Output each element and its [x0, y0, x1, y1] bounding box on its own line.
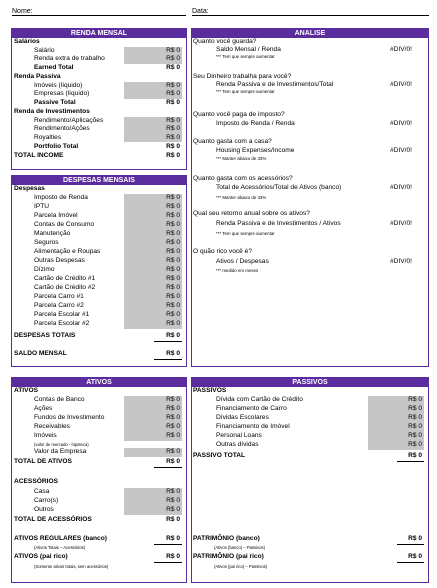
ativo-item-label: Imóveis [34, 432, 57, 439]
q6-result: #DIV/0! [390, 220, 412, 227]
q1-formula: Saldo Mensal / Renda [216, 46, 281, 53]
royalties-label: Royalties [34, 133, 62, 141]
ativos-regulares-label: ATIVOS REGULARES (banco) [14, 535, 107, 542]
q5-result: #DIV/0! [390, 184, 412, 191]
despesa-item-value[interactable]: R$ 0 [124, 248, 182, 257]
q2-result: #DIV/0! [390, 81, 412, 88]
passivo-item-label: Financiamento de Carro [216, 405, 287, 412]
renda-mensal-panel [11, 28, 187, 170]
passivo-item-value[interactable]: R$ 0 [368, 423, 424, 432]
q2-question: Seu Dinheiro trabalha para você? [193, 73, 292, 80]
ativo-item-label: Receivables [34, 423, 70, 430]
patrimonio-pai-rico-note: (Ativos (pai rico) – Passivos) [214, 564, 268, 569]
q5-formula: Total de Acessórios/Total de Ativos (banco) [216, 184, 342, 191]
despesa-item-row [12, 311, 186, 320]
name-label: Nome: [12, 8, 33, 15]
earned-total-value: R$ 0 [166, 64, 180, 71]
passivo-item-row [192, 441, 428, 450]
rend-aplicacoes-value[interactable]: R$ 0 [124, 117, 182, 126]
despesa-item-label: Manutenção [34, 230, 71, 237]
acessorio-item-row [12, 506, 186, 515]
earned-total-label: Earned Total [34, 64, 74, 71]
acessorio-item-label: Carro(s) [34, 497, 59, 504]
renda-extra-value[interactable]: R$ 0 [124, 55, 182, 64]
ativo-item-row [12, 405, 186, 414]
despesa-item-value[interactable]: R$ 0 [124, 221, 182, 230]
despesas-heading: Despesas [14, 185, 45, 192]
valor-empresa-value[interactable]: R$ 0 [124, 448, 182, 457]
total-acessorios-value: R$ 0 [166, 516, 180, 523]
despesa-item-row [12, 239, 186, 248]
despesa-item-label: IPTU [34, 203, 50, 210]
passivo-item-row [192, 423, 428, 432]
q1-question: Quanto você guarda? [193, 38, 257, 45]
salarios-heading: Salários [14, 38, 40, 45]
despesa-item-label: Outras Despesas [34, 257, 85, 264]
imoveis-value[interactable]: R$ 0 [124, 82, 182, 91]
total-ativos-value: R$ 0 [166, 458, 180, 465]
passivos-title: PASSIVOS [192, 378, 428, 387]
q7-note: *** medido em meses [216, 268, 259, 273]
despesa-item-value[interactable]: R$ 0 [124, 266, 182, 275]
q4-formula: Housing Expenses/Income [216, 147, 295, 154]
q1-note: *** Tem que sempre aumentar [216, 54, 275, 59]
despesa-item-label: Parcela Imóvel [34, 212, 78, 219]
q7-formula: Ativos / Despesas [216, 258, 269, 265]
saldo-mensal-label: SALDO MENSAL [14, 350, 67, 357]
despesa-item-value[interactable]: R$ 0 [124, 203, 182, 212]
despesa-item-row [12, 194, 186, 203]
despesas-list [12, 194, 186, 329]
q5-note: *** Manter abaixo de 33% [216, 195, 267, 200]
q3-result: #DIV/0! [390, 120, 412, 127]
ativo-item-value[interactable]: R$ 0 [124, 414, 182, 423]
acessorio-item-label: Casa [34, 488, 50, 495]
ativos-list [12, 396, 186, 441]
despesa-item-label: Parcela Escolar #2 [34, 320, 90, 327]
royalties-value[interactable]: R$ 0 [124, 134, 182, 143]
q4-question: Quanto gasta com a casa? [193, 138, 272, 145]
acessorio-item-value[interactable]: R$ 0 [124, 488, 182, 497]
passivo-item-row [192, 414, 428, 423]
q6-note: *** Tem que sempre aumentar [216, 231, 275, 236]
despesa-item-row [12, 284, 186, 293]
passive-total-value: R$ 0 [166, 99, 180, 106]
acessorio-item-label: Outros [34, 506, 54, 513]
rend-acoes-label: Rendimento/Ações [34, 125, 90, 132]
patrimonio-banco-label: PATRIMÔNIO (banco) [193, 535, 260, 542]
despesa-item-row [12, 248, 186, 257]
q5-question: Quanto gasta com os acessórios? [193, 175, 293, 182]
passivo-item-label: Financiamento de Imóvel [216, 423, 290, 430]
q6-formula: Renda Passiva e de Investimentos / Ativos [216, 220, 341, 227]
ativos-heading: ATIVOS [14, 387, 39, 394]
saldo-mensal-underline [154, 359, 182, 360]
ativo-item-label: Ações [34, 405, 53, 412]
name-line[interactable] [12, 15, 186, 16]
despesa-item-value[interactable]: R$ 0 [124, 320, 182, 329]
despesa-item-row [12, 266, 186, 275]
despesas-totais-value: R$ 0 [166, 332, 180, 339]
portfolio-total-label: Portfolio Total [34, 142, 79, 150]
despesa-item-label: Contas de Consumo [34, 221, 95, 228]
empresas-value[interactable]: R$ 0 [124, 90, 182, 99]
passivos-panel [191, 377, 429, 583]
ativo-item-row [12, 414, 186, 423]
ativo-item-value[interactable]: R$ 0 [124, 432, 182, 441]
renda-mensal-title: RENDA MENSAL [12, 29, 186, 38]
passivo-item-label: Dívidas Escolares [216, 414, 269, 421]
acessorio-item-row [12, 497, 186, 506]
saldo-mensal-value: R$ 0 [166, 350, 180, 357]
total-income-label: TOTAL INCOME [14, 151, 64, 159]
despesas-mensais-title: DESPESAS MENSAIS [12, 176, 186, 185]
q3-question: Quanto você paga de imposto? [193, 111, 285, 118]
despesa-item-row [12, 221, 186, 230]
despesa-item-row [12, 212, 186, 221]
rend-acoes-value[interactable]: R$ 0 [124, 125, 182, 134]
ativo-item-value[interactable]: R$ 0 [124, 423, 182, 432]
passivo-total-value: R$ 0 [408, 452, 422, 459]
despesa-item-label: Cartão de Crédito #1 [34, 275, 96, 282]
passivo-item-value[interactable]: R$ 0 [368, 414, 424, 423]
ativo-item-row [12, 396, 186, 405]
ativo-item-row [12, 423, 186, 432]
despesa-item-label: Parcela Escolar #1 [34, 311, 90, 318]
imoveis-label: Imóveis (líquido) [34, 81, 83, 89]
despesa-item-row [12, 203, 186, 212]
q1-result: #DIV/0! [390, 46, 412, 53]
rend-aplicacoes-label: Rendimento/Aplicações [34, 116, 104, 124]
total-ativos-underline [154, 467, 182, 468]
ativos-panel [11, 377, 187, 583]
despesas-mensais-panel [11, 175, 187, 367]
passivo-item-row [192, 432, 428, 441]
passivo-item-value[interactable]: R$ 0 [368, 396, 424, 405]
passivo-item-value[interactable]: R$ 0 [368, 405, 424, 414]
passive-total-label: Passive Total [34, 99, 76, 106]
despesa-item-row [12, 293, 186, 302]
despesa-item-label: Seguros [34, 239, 59, 246]
despesa-item-label: Parcela Carro #2 [34, 302, 84, 309]
q7-result: #DIV/0! [390, 258, 412, 265]
q3-formula: Imposto de Renda / Renda [216, 120, 295, 127]
renda-investimentos-heading: Renda de Investimentos [14, 108, 90, 115]
acessorios-list [12, 488, 186, 515]
passivo-item-label: Outras dívidas [216, 441, 259, 448]
ativos-pai-rico-value: R$ 0 [166, 553, 180, 560]
despesa-item-value[interactable]: R$ 0 [124, 311, 182, 320]
despesa-item-label: Alimentação e Roupas [34, 248, 101, 255]
passivo-item-value[interactable]: R$ 0 [368, 441, 424, 450]
despesa-item-value[interactable]: R$ 0 [124, 284, 182, 293]
passivo-total-label: PASSIVO TOTAL [193, 452, 246, 459]
patrimonio-pai-rico-label: PATRIMÔNIO (pai rico) [193, 553, 264, 560]
passivos-heading: PASSIVOS [193, 387, 227, 394]
despesa-item-value[interactable]: R$ 0 [124, 275, 182, 284]
passivo-item-label: Personal Loans [216, 432, 262, 439]
q6-question: Qual seu retorno anual sobre os ativos? [193, 210, 310, 217]
total-income-value: R$ 0 [166, 151, 180, 159]
ativos-pai-rico-note: (Somente ativos totais, sem acessórios) [34, 564, 109, 569]
despesa-item-row [12, 275, 186, 284]
despesas-totais-underline [154, 341, 182, 342]
despesas-totais-label: DESPESAS TOTAIS [14, 332, 76, 339]
despesa-item-label: Imposto de Renda [34, 194, 88, 201]
renda-extra-label: Renda extra de trabalho [34, 55, 105, 62]
despesa-item-row [12, 320, 186, 329]
ativo-item-row [12, 432, 186, 441]
acessorio-item-value[interactable]: R$ 0 [124, 497, 182, 506]
ativo-item-label: Contas de Banco [34, 396, 85, 403]
q7-question: O quão rico você é? [193, 248, 253, 255]
despesa-item-row [12, 302, 186, 311]
q2-formula: Renda Passiva e de Investimentos/Total [216, 81, 334, 88]
ativo-item-value[interactable]: R$ 0 [124, 405, 182, 414]
portfolio-total-value: R$ 0 [166, 142, 180, 150]
ativos-regulares-value: R$ 0 [166, 535, 180, 542]
analise-title: ANALISE [192, 29, 428, 38]
ativos-pai-rico-label: ATIVOS (pai rico) [14, 553, 68, 560]
despesa-item-value[interactable]: R$ 0 [124, 239, 182, 248]
salario-label: Salário [34, 46, 55, 54]
acessorio-item-value[interactable]: R$ 0 [124, 506, 182, 515]
date-label: Data: [192, 8, 209, 15]
ativo-item-label: Fundos de Investimento [34, 414, 105, 421]
q2-note: *** Tem que sempre aumentar [216, 89, 275, 94]
passivo-item-row [192, 396, 428, 405]
acessorio-item-row [12, 488, 186, 497]
imoveis-note: (valor de mercado - hipoteca) [34, 442, 89, 447]
renda-passiva-heading: Renda Passiva [14, 73, 61, 80]
passivo-total-underline [397, 461, 424, 462]
patrimonio-pai-rico-value: R$ 0 [408, 553, 422, 560]
despesa-item-value[interactable]: R$ 0 [124, 212, 182, 221]
despesa-item-value[interactable]: R$ 0 [124, 302, 182, 311]
ativo-item-value[interactable]: R$ 0 [124, 396, 182, 405]
date-line[interactable] [192, 15, 429, 16]
passivo-item-label: Dívida com Cartão de Crédito [216, 396, 303, 403]
q4-note: *** Manter abaixo de 33% [216, 156, 267, 161]
acessorios-heading: ACESSÓRIOS [14, 478, 58, 485]
passivos-list [192, 396, 428, 450]
empresas-label: Empresas (líquido) [34, 90, 90, 97]
salario-value[interactable]: R$ 0 [124, 47, 182, 56]
despesa-item-label: Cartão de Crédito #2 [34, 284, 96, 291]
despesa-item-label: Dízimo [34, 266, 55, 273]
despesa-item-value[interactable]: R$ 0 [124, 293, 182, 302]
despesa-item-row [12, 230, 186, 239]
despesa-item-value[interactable]: R$ 0 [124, 257, 182, 266]
patrimonio-banco-value: R$ 0 [408, 535, 422, 542]
ativos-title: ATIVOS [12, 378, 186, 387]
despesa-item-value[interactable]: R$ 0 [124, 230, 182, 239]
despesa-item-value[interactable]: R$ 0 [124, 194, 182, 203]
q4-result: #DIV/0! [390, 147, 412, 154]
ativos-regulares-note: (Ativos Totais – Acessórios) [34, 545, 86, 550]
total-ativos-label: TOTAL DE ATIVOS [14, 458, 72, 465]
patrimonio-banco-note: (Ativos (banco) – Passivos) [214, 545, 265, 550]
analise-panel [191, 28, 429, 367]
total-acessorios-label: TOTAL DE ACESSÓRIOS [14, 516, 92, 523]
despesa-item-row [12, 257, 186, 266]
valor-empresa-label: Valor da Empresa [34, 448, 87, 455]
passivo-item-value[interactable]: R$ 0 [368, 432, 424, 441]
despesa-item-label: Parcela Carro #1 [34, 293, 84, 300]
passivo-item-row [192, 405, 428, 414]
